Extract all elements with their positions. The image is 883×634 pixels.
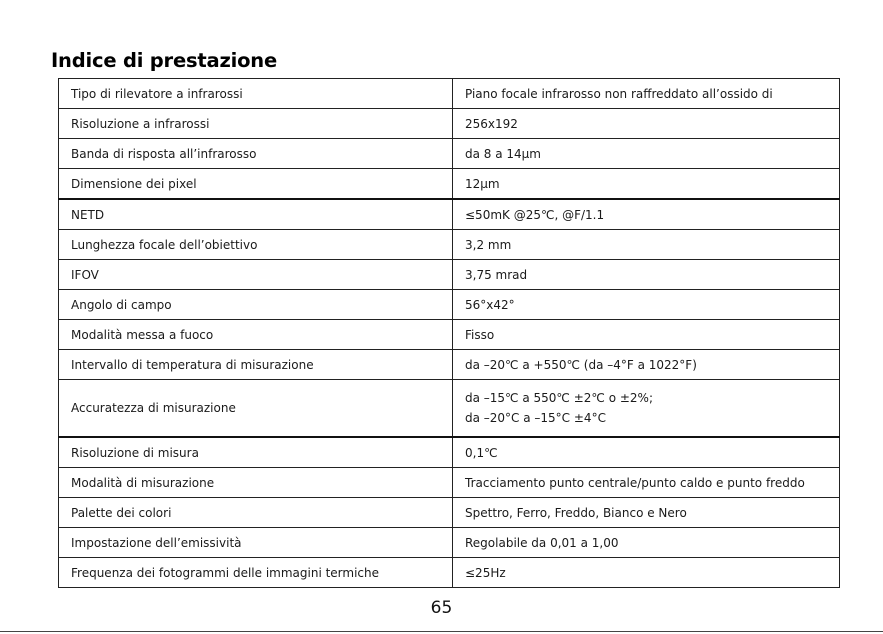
table-row (59, 380, 840, 438)
spec-label: Frequenza dei fotogrammi delle immagini termiche (59, 558, 453, 588)
table-row (59, 498, 840, 528)
spec-label: IFOV (59, 260, 453, 290)
spec-label: Modalità di misurazione (59, 468, 453, 498)
spec-value: ≤50mK @25℃, @F/1.1 (453, 199, 840, 230)
spec-value: Fisso (453, 320, 840, 350)
spec-value: 256x192 (453, 109, 840, 139)
spec-value-line: da –20°C a –15°C ±4°C (465, 411, 606, 425)
table-row (59, 528, 840, 558)
spec-label: Risoluzione a infrarossi (59, 109, 453, 139)
spec-value: 12μm (453, 169, 840, 200)
table-row (59, 109, 840, 139)
spec-value: 3,2 mm (453, 230, 840, 260)
table-row (59, 468, 840, 498)
spec-label: Impostazione dell’emissività (59, 528, 453, 558)
table-row (59, 260, 840, 290)
spec-label: Lunghezza focale dell’obiettivo (59, 230, 453, 260)
spec-table (58, 78, 840, 588)
table-row (59, 230, 840, 260)
spec-label: Tipo di rilevatore a infrarossi (59, 79, 453, 109)
spec-label: Palette dei colori (59, 498, 453, 528)
spec-value: 56°x42° (453, 290, 840, 320)
table-row (59, 320, 840, 350)
table-row (59, 199, 840, 230)
spec-value: 0,1℃ (453, 437, 840, 468)
spec-label: Intervallo di temperatura di misurazione (59, 350, 453, 380)
table-row (59, 169, 840, 200)
spec-value-line: da –15℃ a 550℃ ±2℃ o ±2%; (465, 391, 653, 405)
spec-value: Piano focale infrarosso non raffreddato all’ossido di (453, 79, 840, 109)
spec-label: Dimensione dei pixel (59, 169, 453, 200)
spec-value: 3,75 mrad (453, 260, 840, 290)
spec-label: Accuratezza di misurazione (59, 380, 453, 438)
spec-value: Spettro, Ferro, Freddo, Bianco e Nero (453, 498, 840, 528)
spec-label: NETD (59, 199, 453, 230)
spec-value: ≤25Hz (453, 558, 840, 588)
spec-label: Banda di risposta all’infrarosso (59, 139, 453, 169)
spec-label: Modalità messa a fuoco (59, 320, 453, 350)
spec-value: Tracciamento punto centrale/punto caldo e punto freddo (453, 468, 840, 498)
page-title: Indice di prestazione (51, 49, 278, 72)
spec-value: da –20℃ a +550℃ (da –4°F a 1022°F) (453, 350, 840, 380)
table-row (59, 290, 840, 320)
page-number: 65 (430, 598, 453, 618)
spec-value: Regolabile da 0,01 a 1,00 (453, 528, 840, 558)
table-row (59, 558, 840, 588)
footer-divider (0, 631, 883, 632)
spec-value (453, 380, 840, 438)
table-row (59, 139, 840, 169)
table-row (59, 79, 840, 109)
spec-value: da 8 a 14μm (453, 139, 840, 169)
spec-label: Angolo di campo (59, 290, 453, 320)
table-row (59, 350, 840, 380)
spec-label: Risoluzione di misura (59, 437, 453, 468)
table-row (59, 437, 840, 468)
